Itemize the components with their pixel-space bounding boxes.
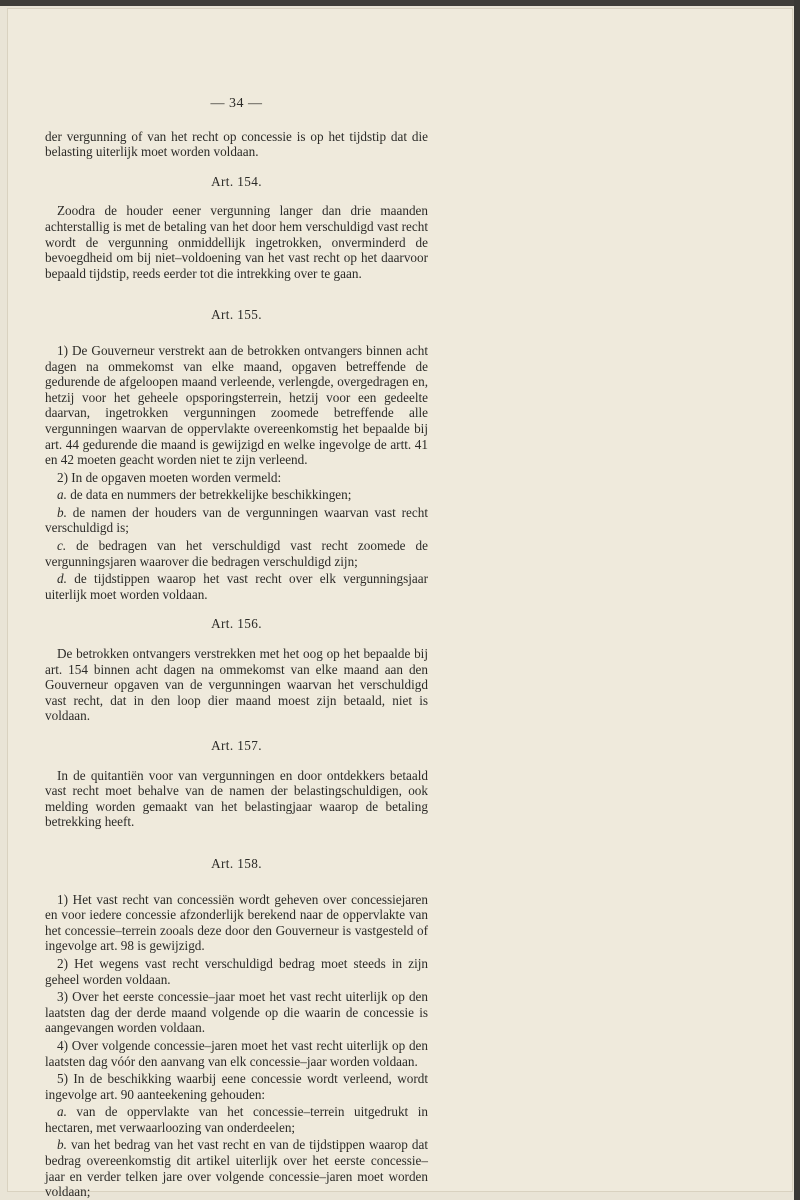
article-156-text: De betrokken ontvangers verstrekken met het oog op het bepaalde bij art. 154 binnen acht dagen na ommekomst van elke maand aan den Gouverneur opgaven van de vergunningen waarvan het verschuldigd vast recht, dat in den loop dier maand moest zijn betaald, niet is voldaan. <box>45 646 428 724</box>
article-155-heading: Art. 155. <box>211 307 262 323</box>
article-158-para-2: 2) Het wegens vast recht verschuldigd bedrag moet steeds in zijn geheel worden voldaan. <box>45 955 428 987</box>
text-column <box>45 96 428 1200</box>
article-156-heading: Art. 156. <box>211 616 262 632</box>
article-154-heading: Art. 154. <box>211 173 262 189</box>
document-page <box>7 8 793 1200</box>
article-158-heading: Art. 158. <box>211 855 262 871</box>
intro-paragraph: der vergunning of van het recht op concessie is op het tijdstip dat die belasting uiterlijk moet worden voldaan. <box>45 128 428 160</box>
article-158-item-a: a. van de oppervlakte van het concessie–terrein uitgedrukt in hectaren, met verwaarloozing van onderdeelen; <box>45 1104 428 1135</box>
article-157-text: In de quitantiën voor van vergunningen en door ontdekkers betaald vast recht moet behalve van de namen der belastingschuldigen, ook melding worden gemaakt van het belastingjaar waarop de betaling betrekking heeft. <box>45 767 428 830</box>
scan-edge-right <box>794 0 800 1200</box>
article-155-item-b: b. de namen der houders van de vergunningen waarvan vast recht verschuldigd is; <box>45 504 428 536</box>
article-155-item-a: a. de data en nummers der betrekkelijke beschikkingen; <box>57 487 352 503</box>
article-155-para-1: 1) De Gouverneur verstrekt aan de betrokken ontvangers binnen acht dagen na ommekomst van elke maand, opgaven betreffende de gedurende de afgeloopen maand verleende, verlengde, overgedragen en, hetzij voor het geheele opsporingsterrein, hetzij voor een gedeelte daarvan, ingetrokken vergunningen zoomede betreffende alle vergunningen waarvan de oppervlakte overeenkomstig het bepaalde bij art. 44 gedurende die maand is gewijzigd en welke ingevolge de artt. 41 en 42 moeten geacht worden niet te zijn verleend. <box>45 342 428 468</box>
article-158-para-5: 5) In de beschikking waarbij eene concessie wordt verleend, wordt ingevolge art. 90 aanteekening gehouden: <box>45 1071 428 1102</box>
article-155-item-d: d. de tijdstippen waarop het vast recht over elk vergunningsjaar uiterlijk moet worden voldaan. <box>45 571 428 602</box>
article-158-para-1: 1) Het vast recht van concessiën wordt geheven over concessiejaren en voor iedere concessie afzonderlijk berekend naar de oppervlakte van het concessie–terrein zooals deze door den Gouverneur is vastgesteld of ingevolge art. 98 is gewijzigd. <box>45 891 428 954</box>
article-155-item-c: c. de bedragen van het verschuldigd vast recht zoomede de vergunningsjaren waarover die bedragen verschuldigd zijn; <box>45 538 428 569</box>
article-157-heading: Art. 157. <box>211 738 262 753</box>
article-158-para-4: 4) Over volgende concessie–jaren moet het vast recht uiterlijk op den laatsten dag vóór den aanvang van elk concessie–jaar worden voldaan. <box>45 1037 428 1069</box>
article-154-text: Zoodra de houder eener vergunning langer dan drie maanden achterstallig is met de betaling van het door hem verschuldigd vast recht wordt de vergunning onmiddellijk ingetrokken, onverminderd de bevoegdheid om bij niet–voldoening van het vast recht op het daarvoor bepaald tijdstip, reeds eerder tot die intrekking over te gaan. <box>45 203 428 281</box>
article-158-item-b: b. van het bedrag van het vast recht en van de tijdstippen waarop dat bedrag overeenkomstig dit artikel uiterlijk over het eerste concessie–jaar en verder telken jare over volgende concessie–jaren moet worden voldaan; <box>45 1137 428 1200</box>
scan-edge-top <box>0 0 800 6</box>
article-158-para-3: 3) Over het eerste concessie–jaar moet het vast recht uiterlijk op den laatsten dag der derde maand volgende op die waarin de concessie is aangevangen worden voldaan. <box>45 989 428 1036</box>
page-number: — 34 — <box>210 96 263 111</box>
article-155-para-2: 2) In de opgaven moeten worden vermeld: <box>57 469 282 485</box>
